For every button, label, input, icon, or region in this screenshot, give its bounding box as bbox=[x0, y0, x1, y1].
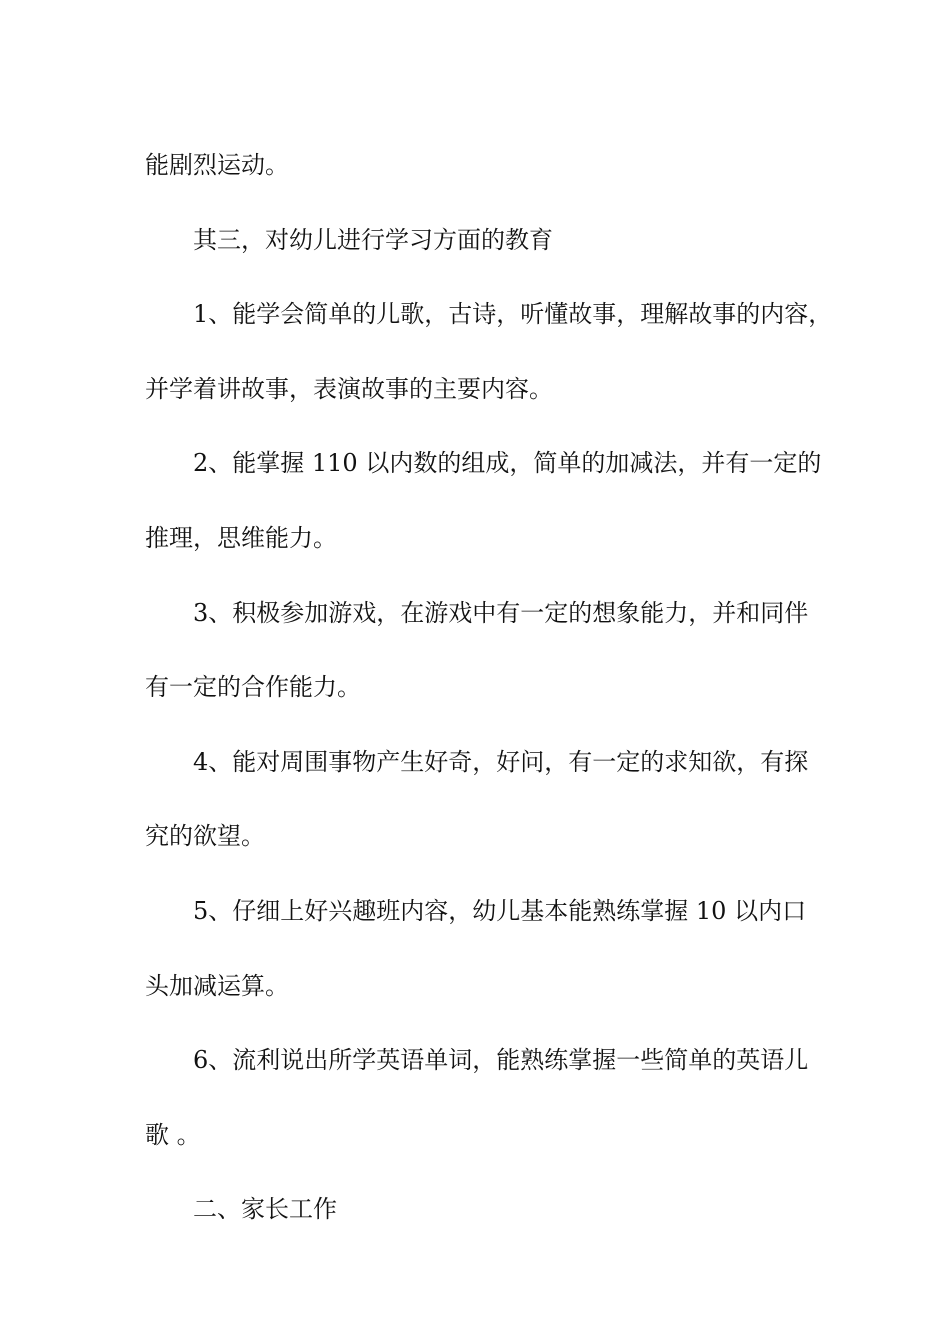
list-item-5-cont: 头加减运算。 bbox=[145, 971, 289, 1000]
text-line: 能剧烈运动。 bbox=[145, 151, 289, 179]
list-item-3: 3、积极参加游戏，在游戏中有一定的想象能力，并和同伴 bbox=[193, 598, 809, 627]
list-item-4-cont: 究的欲望。 bbox=[145, 822, 265, 851]
section-heading: 其三，对幼儿进行学习方面的教育 bbox=[193, 225, 553, 254]
list-item-2-cont: 推理，思维能力。 bbox=[145, 523, 337, 552]
list-item-1: 1、能学会简单的儿歌，古诗，听懂故事，理解故事的内容， bbox=[193, 300, 833, 329]
list-item-6-cont: 歌 。 bbox=[145, 1120, 201, 1149]
document-body bbox=[145, 128, 833, 1247]
list-item-2: 2、能掌握 110 以内数的组成，简单的加减法，并有一定的 bbox=[193, 449, 822, 478]
list-item-4: 4、能对周围事物产生好奇，好问，有一定的求知欲，有探 bbox=[193, 747, 809, 776]
list-item-6: 6、流利说出所学英语单词，能熟练掌握一些简单的英语儿 bbox=[193, 1046, 809, 1075]
list-item-3-cont: 有一定的合作能力。 bbox=[145, 673, 361, 702]
list-item-5: 5、仔细上好兴趣班内容，幼儿基本能熟练掌握 10 以内口 bbox=[193, 896, 807, 925]
list-item-1-cont: 并学着讲故事，表演故事的主要内容。 bbox=[145, 374, 553, 403]
section-heading-parent-work: 二、家长工作 bbox=[193, 1195, 337, 1224]
